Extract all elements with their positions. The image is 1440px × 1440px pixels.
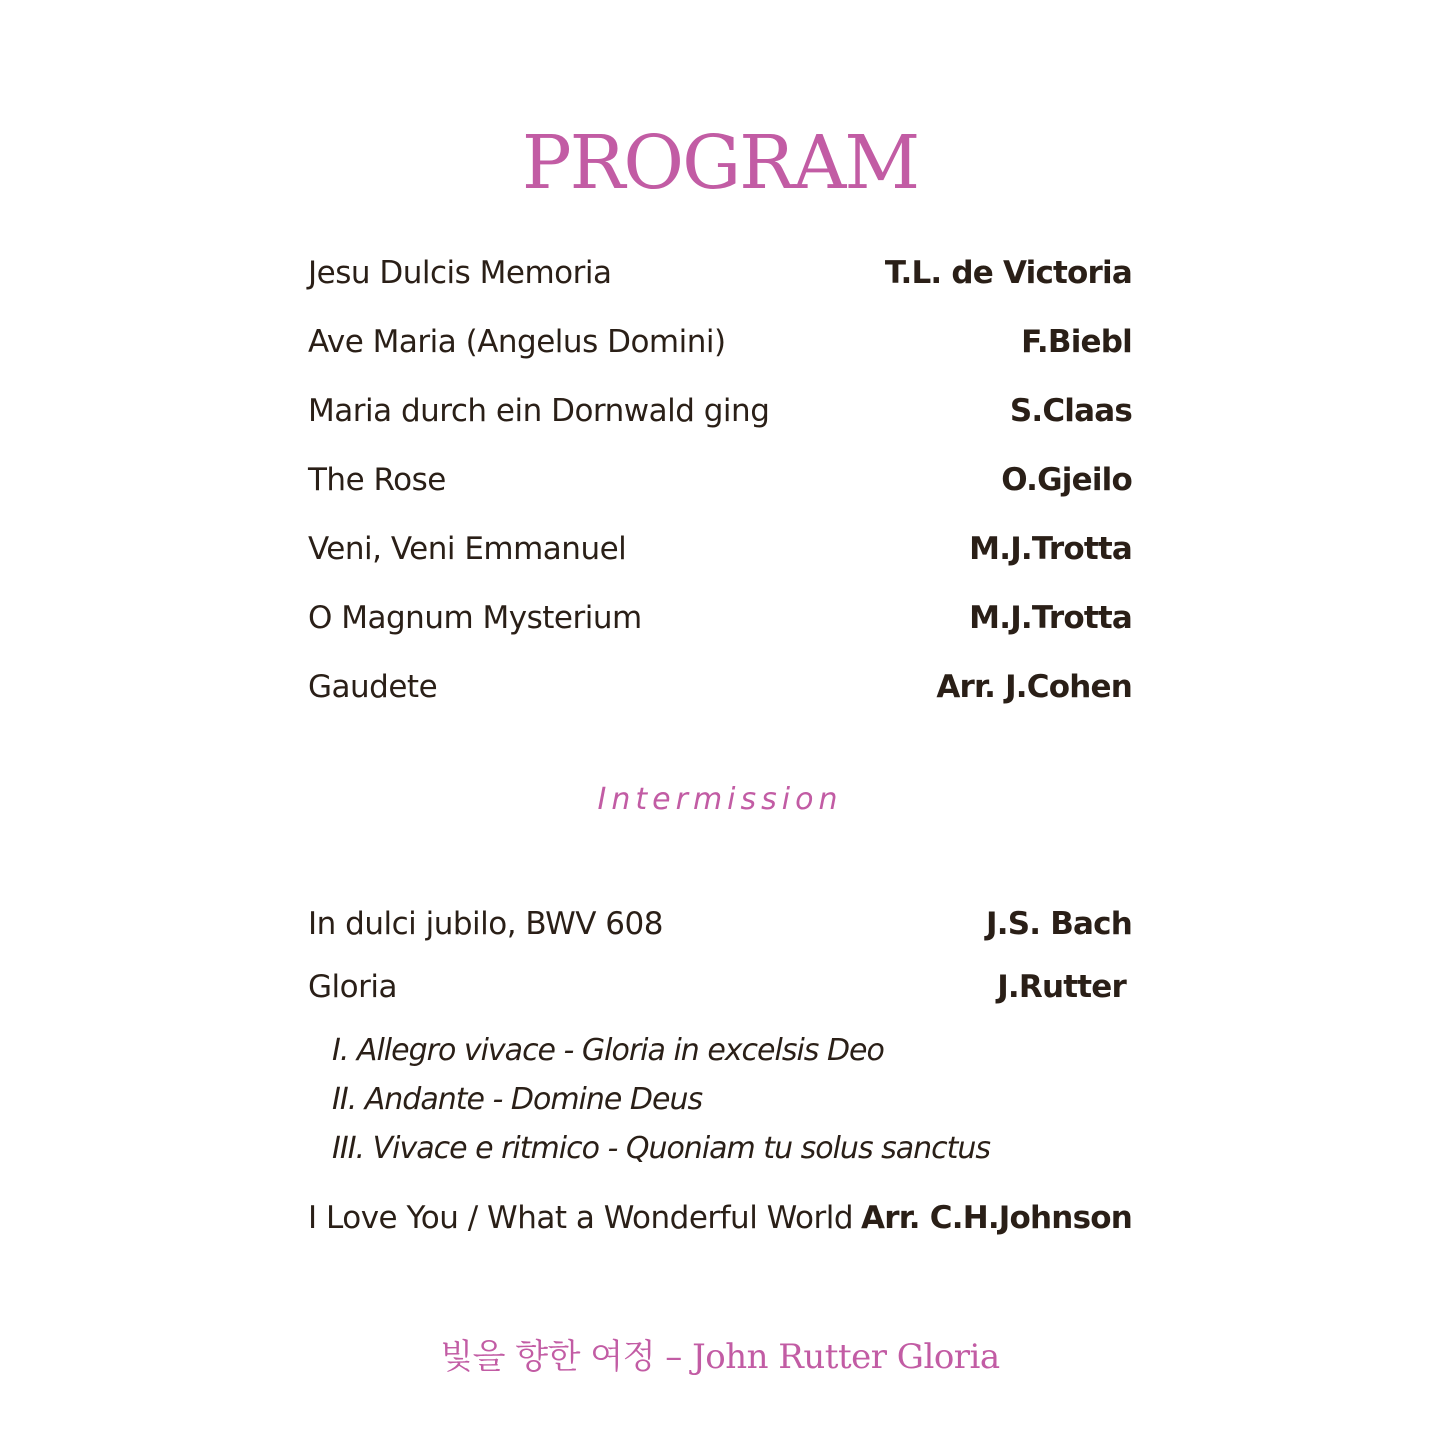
- piece-title: Jesu Dulcis Memoria: [308, 255, 612, 291]
- composer-name: J.S. Bach: [986, 906, 1132, 942]
- page-title: PROGRAM: [521, 120, 919, 206]
- program-item: [308, 967, 1132, 1007]
- program-item: [308, 253, 1132, 293]
- piece-title: O Magnum Mysterium: [308, 600, 642, 636]
- piece-title: Maria durch ein Dornwald ging: [308, 393, 770, 429]
- program-item: [308, 904, 1132, 944]
- piece-title: Gloria: [308, 969, 397, 1005]
- concert-subtitle: 빛을 향한 여정 – John Rutter Gloria: [440, 1337, 1000, 1377]
- program-item: [308, 322, 1132, 362]
- piece-title: I Love You / What a Wonderful World: [308, 1200, 854, 1236]
- composer-name: O.Gjeilo: [1001, 462, 1132, 498]
- composer-name: M.J.Trotta: [969, 600, 1132, 636]
- composer-name: S.Claas: [1009, 393, 1132, 429]
- composer-name: F.Biebl: [1021, 324, 1132, 360]
- piece-title: Gaudete: [308, 669, 438, 705]
- piece-title: Ave Maria (Angelus Domini): [308, 324, 726, 360]
- program-item: [308, 598, 1132, 638]
- piece-title: Veni, Veni Emmanuel: [308, 531, 627, 567]
- intermission-label: Intermission: [597, 782, 843, 817]
- program-item: [308, 1198, 1132, 1238]
- program-item: [308, 460, 1132, 500]
- movement-item: III. Vivace e ritmico - Quoniam tu solus sanctus: [332, 1131, 991, 1166]
- composer-name: M.J.Trotta: [969, 531, 1132, 567]
- composer-name: T.L. de Victoria: [884, 255, 1132, 291]
- composer-name: Arr. J.Cohen: [936, 669, 1132, 705]
- composer-name: J.Rutter: [997, 969, 1126, 1005]
- movement-item: I. Allegro vivace - Gloria in excelsis Deo: [332, 1033, 884, 1068]
- program-item: [308, 529, 1132, 569]
- program-item: [308, 391, 1132, 431]
- composer-name: Arr. C.H.Johnson: [861, 1200, 1132, 1236]
- movement-item: II. Andante - Domine Deus: [332, 1082, 703, 1117]
- piece-title: In dulci jubilo, BWV 608: [308, 906, 663, 942]
- piece-title: The Rose: [308, 462, 446, 498]
- program-item: [308, 667, 1132, 707]
